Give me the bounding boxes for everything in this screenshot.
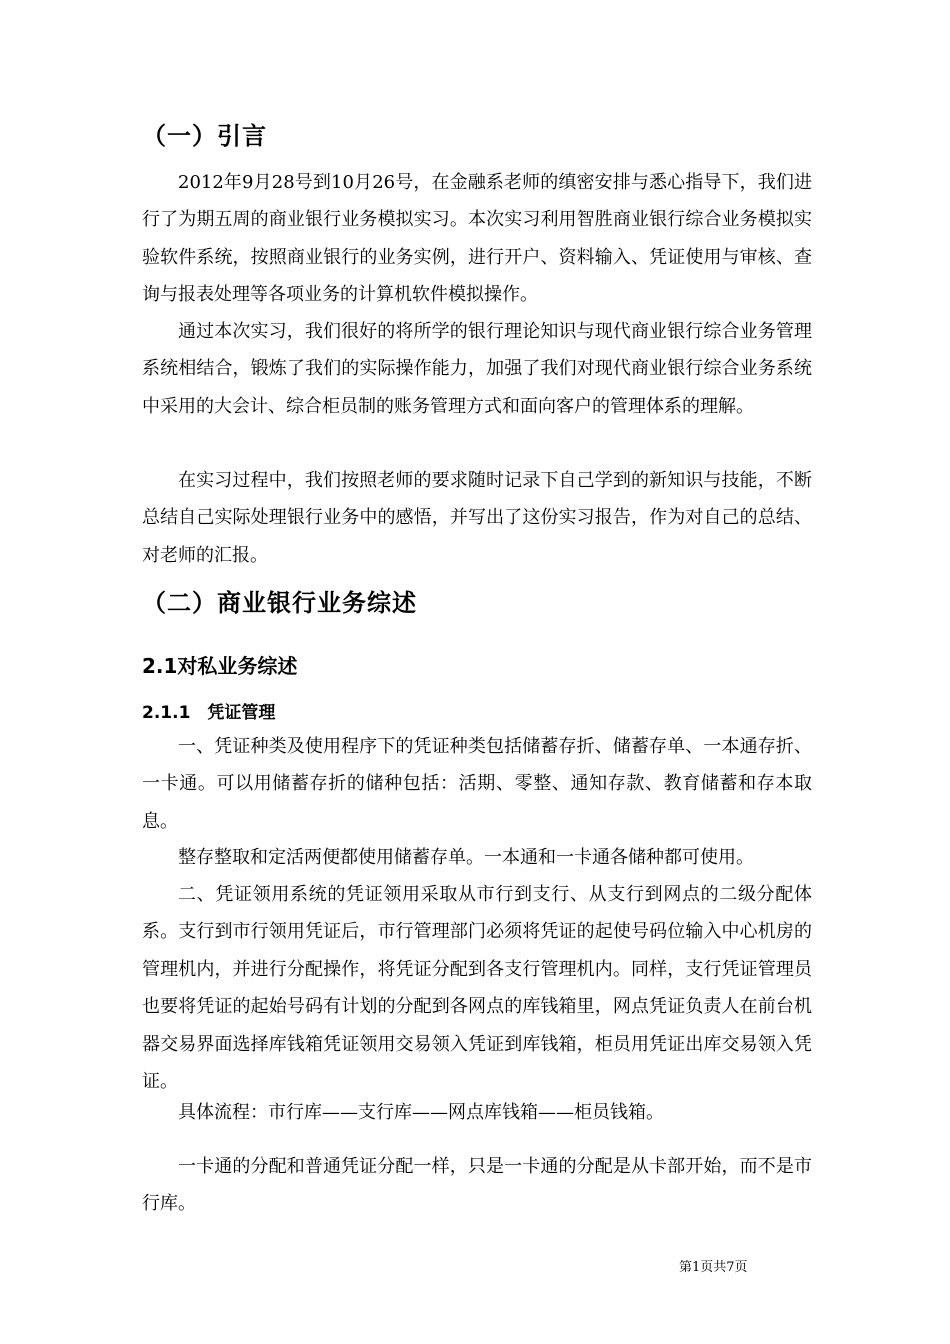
intro-paragraph-2: 通过本次实习，我们很好的将所学的银行理论知识与现代商业银行综合业务管理系统相结合，锻炼了我们的实际操作能力，加强了我们对现代商业银行综合业务系统中采用的大会计、综合柜员制的账务管理方式和面向客户的管理体系的理解。 xyxy=(142,321,812,417)
page-number: 第1页共7页 xyxy=(679,1260,748,1275)
voucher-paragraph-5: 一卡通的分配和普通凭证分配一样，只是一卡通的分配是从卡部开始，而不是市行库。 xyxy=(142,1156,812,1215)
voucher-paragraph-4: 具体流程：市行库——支行库——网点库钱箱——柜员钱箱。 xyxy=(178,1102,664,1123)
voucher-paragraph-3: 二、凭证领用系统的凭证领用采取从市行到支行、从支行到网点的二级分配体系。支行到市行领用凭证后，市行管理部门必须将凭证的起使号码位输入中心机房的管理机内，并进行分配操作，将凭证分配到各支行管理机内。同样，支行凭证管理员也要将凭证的起始号码有计划的分配到各网点的库钱箱里，网点凭证负责人在前台机器交易界面选择库钱箱凭证领用交易领入凭证到库钱箱，柜员用凭证出库交易领入凭证。 xyxy=(142,884,812,1093)
intro-paragraph-3: 在实习过程中，我们按照老师的要求随时记录下自己学到的新知识与技能，不断总结自己实际处理银行业务中的感悟，并写出了这份实习报告，作为对自己的总结、对老师的汇报。 xyxy=(142,470,812,566)
voucher-paragraph-1: 一、凭证种类及使用程序下的凭证种类包括储蓄存折、储蓄存单、一本通存折、一卡通。可以用储蓄存折的储种包括：活期、零整、通知存款、教育储蓄和存本取息。 xyxy=(142,736,812,832)
subsubsection-heading-voucher-management: 2.1.1 凭证管理 xyxy=(142,703,276,723)
section-heading-overview: （二）商业银行业务综述 xyxy=(142,589,417,617)
subsection-heading-private-business: 2.1对私业务综述 xyxy=(142,654,298,678)
section-heading-introduction: （一）引言 xyxy=(142,122,267,150)
voucher-paragraph-2: 整存整取和定活两便都使用储蓄存单。一本通和一卡通各储种都可使用。 xyxy=(178,847,754,868)
intro-paragraph-1: 2012年9月28号到10月26号，在金融系老师的缜密安排与悉心指导下，我们进行了为期五周的商业银行业务模拟实习。本次实习利用智胜商业银行综合业务模拟实验软件系统，按照商业银行的业务实例，进行开户、资料输入、凭证使用与审核、查询与报表处理等各项业务的计算机软件模拟操作。 xyxy=(142,172,812,306)
